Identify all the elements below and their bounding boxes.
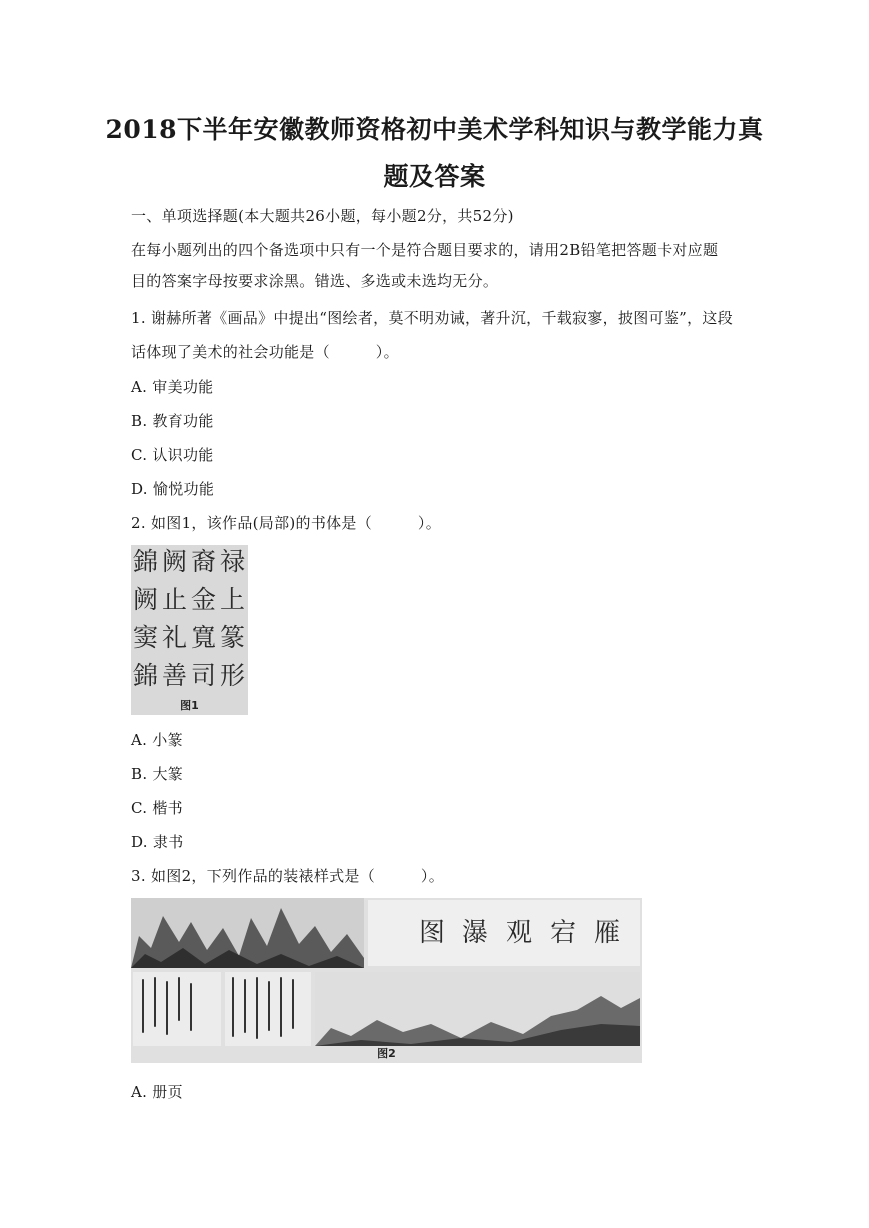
figure-1-glyph: 窦 — [133, 623, 159, 652]
document-title-line-1: 2018下半年安徽教师资格初中美术学科知识与教学能力真 — [105, 115, 764, 144]
figure-2-title-glyph: 宕 — [550, 918, 577, 948]
figure-2-inscription-strokes — [133, 972, 313, 1048]
q3-stem: 3. 如图2，下列作品的装裱样式是（ ）。 — [131, 867, 445, 885]
figure-1-glyph: 善 — [162, 661, 188, 690]
figure-2-title-glyph: 瀑 — [462, 918, 489, 948]
q2-option-b: B. 大篆 — [131, 765, 184, 783]
q2-option-d: D. 隶书 — [131, 833, 184, 851]
figure-1-glyph: 司 — [191, 661, 217, 690]
figure-1-glyph: 上 — [220, 585, 246, 614]
instructions-line-1: 在每小题列出的四个备选项中只有一个是符合题目要求的，请用2B铅笔把答题卡对应题 — [131, 241, 719, 259]
figure-2-caption: 图2 — [377, 1047, 396, 1060]
figure-1-glyph: 錦 — [133, 547, 159, 576]
figure-1-glyph: 寬 — [191, 623, 217, 652]
q1-option-d: D. 愉悦功能 — [131, 480, 215, 498]
q1-option-b: B. 教育功能 — [131, 412, 214, 430]
q2-option-c: C. 楷书 — [131, 799, 183, 817]
figure-1-glyph: 錦 — [133, 661, 159, 690]
figure-1-glyph: 形 — [220, 661, 246, 690]
q1-option-c: C. 认识功能 — [131, 446, 214, 464]
q1-stem-line-2: 话体现了美术的社会功能是（ ）。 — [131, 343, 399, 361]
figure-1-glyph: 金 — [191, 585, 217, 614]
figure-1-glyph: 礼 — [162, 623, 188, 652]
q1-stem-line-1: 1. 谢赫所著《画品》中提出“图绘者，莫不明劝诫，著升沉，千载寂寥，披图可鉴”，这段 — [131, 309, 734, 327]
figure-1-calligraphy — [131, 545, 248, 715]
figure-2-handscroll — [131, 898, 642, 1063]
figure-1-glyph: 禄 — [220, 547, 246, 576]
figure-1-glyph: 阙 — [162, 547, 188, 576]
figure-1-glyph: 裔 — [191, 547, 217, 576]
figure-2-title-glyph: 观 — [506, 918, 533, 948]
figure-1-glyph: 止 — [162, 585, 188, 614]
section-header: 一、单项选择题(本大题共26小题，每小题2分，共52分) — [131, 207, 514, 225]
q2-stem: 2. 如图1，该作品(局部)的书体是（ ）。 — [131, 514, 442, 532]
figure-1-glyph: 篆 — [220, 623, 246, 652]
q1-option-a: A. 审美功能 — [131, 378, 214, 396]
document-title-line-2: 题及答案 — [383, 162, 486, 191]
q2-option-a: A. 小篆 — [131, 731, 183, 749]
figure-1-glyph: 阙 — [133, 585, 159, 614]
instructions-line-2: 目的答案字母按要求涂黑。错选、多选或未选均无分。 — [131, 272, 499, 290]
figure-2-title-glyph: 雁 — [594, 918, 621, 948]
q3-option-a: A. 册页 — [131, 1083, 183, 1101]
figure-2-title-glyph: 图 — [419, 918, 446, 948]
figure-1-caption: 图1 — [180, 699, 199, 712]
